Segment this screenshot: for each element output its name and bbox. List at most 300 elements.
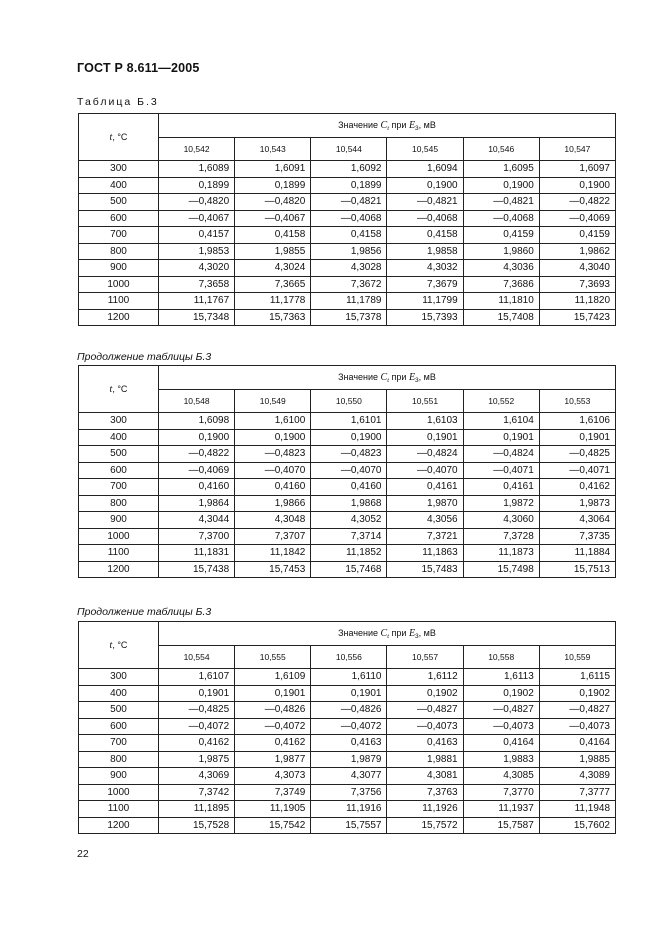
value-cell: 0,1900 (235, 429, 311, 446)
temperature-cell: 800 (79, 495, 159, 512)
table-row (79, 243, 616, 260)
value-cell: —0,4827 (463, 702, 539, 719)
temperature-cell: 600 (79, 462, 159, 479)
value-cell: 11,1831 (159, 545, 235, 562)
ct-subscript: t (387, 124, 390, 132)
value-cell: 15,7423 (539, 309, 615, 326)
value-cell: 4,3089 (539, 768, 615, 785)
value-cell: 11,1852 (311, 545, 387, 562)
temperature-cell: 700 (79, 479, 159, 496)
emf-header-row (79, 390, 616, 413)
value-cell: 0,4164 (539, 735, 615, 752)
value-cell: —0,4073 (539, 718, 615, 735)
value-cell: —0,4824 (463, 446, 539, 463)
value-cell: 1,9858 (387, 243, 463, 260)
table-row (79, 495, 616, 512)
value-cell: 0,4157 (159, 227, 235, 244)
value-cell: 0,4159 (539, 227, 615, 244)
t-unit: , °С (112, 383, 128, 394)
emf-column-header: 10,547 (539, 138, 615, 161)
value-cell: 11,1778 (235, 293, 311, 310)
value-cell: 1,9860 (463, 243, 539, 260)
value-cell: —0,4827 (387, 702, 463, 719)
value-cell: 1,6097 (539, 161, 615, 178)
value-cell: —0,4826 (235, 702, 311, 719)
value-cell: 7,3721 (387, 528, 463, 545)
value-cell: —0,4820 (235, 194, 311, 211)
value-cell: 11,1863 (387, 545, 463, 562)
e-symbol: E (408, 371, 416, 383)
value-cell: 0,4163 (311, 735, 387, 752)
value-cell: —0,4070 (311, 462, 387, 479)
value-unit: , мВ (418, 371, 436, 382)
emf-column-header: 10,542 (159, 138, 235, 161)
emf-column-header: 10,550 (311, 390, 387, 413)
value-cell: 4,3036 (463, 260, 539, 277)
temperature-header (79, 114, 159, 161)
value-cell: 1,9881 (387, 751, 463, 768)
table-row (79, 446, 616, 463)
ct-subscript: t (387, 376, 390, 384)
ct-symbol: C (380, 119, 388, 131)
header-row (79, 622, 616, 646)
ct-symbol: C (380, 627, 388, 639)
emf-column-header: 10,543 (235, 138, 311, 161)
value-cell: 11,1926 (387, 801, 463, 818)
value-cell: 4,3028 (311, 260, 387, 277)
value-cell: 15,7363 (235, 309, 311, 326)
t-unit: , °С (112, 639, 128, 650)
document-title: ГОСТ Р 8.611—2005 (77, 61, 200, 75)
table-caption: Продолжение таблицы Б.3 (77, 351, 212, 363)
value-cell: —0,4068 (463, 210, 539, 227)
value-cell: 15,7513 (539, 561, 615, 578)
value-cell: 0,4158 (311, 227, 387, 244)
value-cell: —0,4069 (159, 462, 235, 479)
value-cell: 4,3048 (235, 512, 311, 529)
value-cell: 4,3077 (311, 768, 387, 785)
value-cell: 1,6109 (235, 669, 311, 686)
value-cell: —0,4821 (387, 194, 463, 211)
value-prefix: Значение (338, 627, 381, 638)
value-cell: 4,3040 (539, 260, 615, 277)
value-cell: 15,7408 (463, 309, 539, 326)
value-cell: 15,7438 (159, 561, 235, 578)
t-unit: , °С (112, 131, 128, 142)
value-cell: 4,3060 (463, 512, 539, 529)
value-cell: —0,4070 (387, 462, 463, 479)
emf-column-header: 10,544 (311, 138, 387, 161)
value-cell: 7,3749 (235, 784, 311, 801)
table-row (79, 462, 616, 479)
emf-column-header: 10,553 (539, 390, 615, 413)
value-cell: 11,1948 (539, 801, 615, 818)
value-cell: 15,7393 (387, 309, 463, 326)
value-cell: 15,7453 (235, 561, 311, 578)
ct-subscript: t (387, 632, 390, 640)
table-row (79, 276, 616, 293)
e-subscript: 3 (415, 632, 419, 640)
value-cell: —0,4824 (387, 446, 463, 463)
table-row (79, 429, 616, 446)
value-cell: 1,6104 (463, 413, 539, 430)
value-cell: 7,3756 (311, 784, 387, 801)
value-cell: 11,1767 (159, 293, 235, 310)
table-row (79, 227, 616, 244)
table-row (79, 751, 616, 768)
value-cell: 1,9885 (539, 751, 615, 768)
value-cell: 1,9856 (311, 243, 387, 260)
value-cell: 1,6092 (311, 161, 387, 178)
value-cell: 4,3056 (387, 512, 463, 529)
value-cell: —0,4823 (311, 446, 387, 463)
value-cell: 0,1900 (387, 177, 463, 194)
value-cell: 7,3728 (463, 528, 539, 545)
value-cell: 1,6115 (539, 669, 615, 686)
table-row (79, 512, 616, 529)
emf-column-header: 10,554 (159, 646, 235, 669)
value-cell: 1,6103 (387, 413, 463, 430)
value-cell: 15,7348 (159, 309, 235, 326)
temperature-header (79, 622, 159, 669)
value-prefix: Значение (338, 371, 381, 382)
temperature-cell: 500 (79, 702, 159, 719)
value-cell: 1,6107 (159, 669, 235, 686)
value-cell: 11,1916 (311, 801, 387, 818)
t-symbol: t (109, 131, 113, 143)
emf-column-header: 10,551 (387, 390, 463, 413)
value-cell: 0,1900 (539, 177, 615, 194)
value-cell: 11,1810 (463, 293, 539, 310)
temperature-cell: 500 (79, 446, 159, 463)
value-cell: 4,3032 (387, 260, 463, 277)
value-cell: 11,1799 (387, 293, 463, 310)
at-word: при (389, 371, 409, 382)
t-symbol: t (109, 383, 113, 395)
value-cell: 11,1820 (539, 293, 615, 310)
value-cell: 1,6091 (235, 161, 311, 178)
value-cell: 1,6095 (463, 161, 539, 178)
value-cell: 15,7557 (311, 817, 387, 834)
table-caption: Продолжение таблицы Б.3 (77, 606, 212, 618)
value-cell: 4,3064 (539, 512, 615, 529)
value-cell: 0,4160 (235, 479, 311, 496)
value-cell: 15,7602 (539, 817, 615, 834)
value-cell: 0,4164 (463, 735, 539, 752)
table-caption: Таблица Б.3 (77, 96, 159, 108)
table-row (79, 528, 616, 545)
emf-column-header: 10,548 (159, 390, 235, 413)
emf-column-header: 10,552 (463, 390, 539, 413)
value-cell: 7,3679 (387, 276, 463, 293)
value-cell: 7,3735 (539, 528, 615, 545)
value-cell: 0,1901 (387, 429, 463, 446)
value-cell: —0,4071 (463, 462, 539, 479)
value-cell: —0,4822 (159, 446, 235, 463)
value-cell: —0,4825 (539, 446, 615, 463)
value-unit: , мВ (418, 627, 436, 638)
value-cell: 4,3081 (387, 768, 463, 785)
value-cell: 7,3700 (159, 528, 235, 545)
value-cell: 0,4158 (235, 227, 311, 244)
value-cell: 1,9864 (159, 495, 235, 512)
temperature-cell: 300 (79, 413, 159, 430)
value-cell: 7,3714 (311, 528, 387, 545)
value-cell: 7,3686 (463, 276, 539, 293)
table-row (79, 479, 616, 496)
value-cell: 0,1899 (311, 177, 387, 194)
t-symbol: t (109, 639, 113, 651)
value-cell: 0,1901 (463, 429, 539, 446)
table-row (79, 784, 616, 801)
value-cell: —0,4072 (159, 718, 235, 735)
temperature-cell: 700 (79, 735, 159, 752)
value-cell: —0,4068 (387, 210, 463, 227)
e-symbol: E (408, 627, 416, 639)
value-cell: 1,6089 (159, 161, 235, 178)
emf-column-header: 10,555 (235, 646, 311, 669)
value-cell: 1,9877 (235, 751, 311, 768)
value-cell: 11,1789 (311, 293, 387, 310)
emf-column-header: 10,549 (235, 390, 311, 413)
value-cell: 11,1842 (235, 545, 311, 562)
value-cell: 11,1895 (159, 801, 235, 818)
value-cell: —0,4827 (539, 702, 615, 719)
e-subscript: 3 (415, 376, 419, 384)
value-cell: 11,1884 (539, 545, 615, 562)
value-cell: 1,6094 (387, 161, 463, 178)
value-cell: 1,9866 (235, 495, 311, 512)
value-cell: —0,4072 (235, 718, 311, 735)
value-cell: —0,4068 (311, 210, 387, 227)
temperature-cell: 1000 (79, 528, 159, 545)
value-cell: 0,1902 (539, 685, 615, 702)
value-cell: 1,6113 (463, 669, 539, 686)
table-row (79, 735, 616, 752)
temperature-cell: 700 (79, 227, 159, 244)
data-table (78, 365, 616, 578)
page-number: 22 (77, 848, 89, 860)
value-prefix: Значение (338, 119, 381, 130)
value-cell: 0,4162 (235, 735, 311, 752)
temperature-cell: 900 (79, 260, 159, 277)
temperature-cell: 1000 (79, 276, 159, 293)
value-cell: 4,3073 (235, 768, 311, 785)
table-row (79, 260, 616, 277)
emf-column-header: 10,558 (463, 646, 539, 669)
value-cell: 15,7378 (311, 309, 387, 326)
value-cell: 1,9873 (539, 495, 615, 512)
value-cell: 7,3693 (539, 276, 615, 293)
value-cell: 11,1873 (463, 545, 539, 562)
value-cell: —0,4067 (159, 210, 235, 227)
value-cell: 1,6098 (159, 413, 235, 430)
header-row (79, 366, 616, 390)
data-table (78, 621, 616, 834)
emf-column-header: 10,557 (387, 646, 463, 669)
table-row (79, 561, 616, 578)
at-word: при (389, 627, 409, 638)
temperature-cell: 1000 (79, 784, 159, 801)
value-cell: 1,9868 (311, 495, 387, 512)
value-cell: 4,3020 (159, 260, 235, 277)
value-cell: 0,4160 (159, 479, 235, 496)
temperature-cell: 1100 (79, 801, 159, 818)
value-cell: 15,7572 (387, 817, 463, 834)
value-cell: —0,4821 (463, 194, 539, 211)
table-row (79, 817, 616, 834)
value-cell: 1,9883 (463, 751, 539, 768)
value-header (159, 622, 616, 646)
value-cell: —0,4821 (311, 194, 387, 211)
value-cell: 0,1899 (159, 177, 235, 194)
table-row (79, 194, 616, 211)
table-row (79, 177, 616, 194)
emf-column-header: 10,559 (539, 646, 615, 669)
value-cell: 7,3742 (159, 784, 235, 801)
ct-symbol: C (380, 371, 388, 383)
value-cell: 0,1901 (159, 685, 235, 702)
value-cell: 7,3658 (159, 276, 235, 293)
value-cell: 0,4162 (539, 479, 615, 496)
emf-column-header: 10,556 (311, 646, 387, 669)
value-cell: 4,3024 (235, 260, 311, 277)
temperature-cell: 600 (79, 718, 159, 735)
value-cell: —0,4073 (463, 718, 539, 735)
value-header (159, 114, 616, 138)
table-row (79, 768, 616, 785)
value-cell: —0,4072 (311, 718, 387, 735)
value-cell: —0,4070 (235, 462, 311, 479)
e-subscript: 3 (415, 124, 419, 132)
value-unit: , мВ (418, 119, 436, 130)
table-row (79, 161, 616, 178)
value-cell: 0,1902 (387, 685, 463, 702)
value-cell: 7,3665 (235, 276, 311, 293)
emf-column-header: 10,545 (387, 138, 463, 161)
value-cell: 1,6101 (311, 413, 387, 430)
value-cell: 1,9862 (539, 243, 615, 260)
value-cell: 0,4162 (159, 735, 235, 752)
temperature-cell: 600 (79, 210, 159, 227)
temperature-cell: 400 (79, 177, 159, 194)
value-cell: —0,4826 (311, 702, 387, 719)
table-row (79, 801, 616, 818)
value-cell: 0,4159 (463, 227, 539, 244)
temperature-cell: 400 (79, 685, 159, 702)
value-cell: 15,7468 (311, 561, 387, 578)
temperature-cell: 1200 (79, 817, 159, 834)
value-cell: 0,1901 (539, 429, 615, 446)
value-cell: 7,3707 (235, 528, 311, 545)
value-cell: 1,6112 (387, 669, 463, 686)
value-cell: 0,1902 (463, 685, 539, 702)
temperature-cell: 800 (79, 243, 159, 260)
value-cell: —0,4073 (387, 718, 463, 735)
table-row (79, 210, 616, 227)
value-cell: 1,9853 (159, 243, 235, 260)
value-cell: 11,1937 (463, 801, 539, 818)
value-cell: 0,4160 (311, 479, 387, 496)
value-cell: 1,9855 (235, 243, 311, 260)
temperature-cell: 300 (79, 669, 159, 686)
temperature-cell: 900 (79, 768, 159, 785)
temperature-cell: 1100 (79, 293, 159, 310)
value-cell: 4,3044 (159, 512, 235, 529)
value-cell: 1,6100 (235, 413, 311, 430)
table-row (79, 545, 616, 562)
value-cell: —0,4825 (159, 702, 235, 719)
value-cell: 0,1901 (235, 685, 311, 702)
data-table (78, 113, 616, 326)
value-cell: —0,4820 (159, 194, 235, 211)
value-cell: 0,1900 (311, 429, 387, 446)
table-row (79, 685, 616, 702)
value-cell: —0,4071 (539, 462, 615, 479)
table-row (79, 669, 616, 686)
header-row (79, 114, 616, 138)
value-cell: 0,1900 (463, 177, 539, 194)
value-cell: 1,6110 (311, 669, 387, 686)
temperature-cell: 1100 (79, 545, 159, 562)
value-cell: 0,1901 (311, 685, 387, 702)
value-cell: 15,7542 (235, 817, 311, 834)
value-cell: 0,4163 (387, 735, 463, 752)
value-cell: 7,3672 (311, 276, 387, 293)
value-cell: 0,4161 (463, 479, 539, 496)
value-cell: 4,3085 (463, 768, 539, 785)
temperature-cell: 900 (79, 512, 159, 529)
temperature-cell: 500 (79, 194, 159, 211)
value-cell: —0,4823 (235, 446, 311, 463)
value-cell: 0,4158 (387, 227, 463, 244)
table-row (79, 413, 616, 430)
temperature-cell: 1200 (79, 309, 159, 326)
table-row (79, 702, 616, 719)
table-row (79, 309, 616, 326)
value-cell: 4,3052 (311, 512, 387, 529)
at-word: при (389, 119, 409, 130)
table-row (79, 718, 616, 735)
temperature-header (79, 366, 159, 413)
emf-header-row (79, 138, 616, 161)
emf-column-header: 10,546 (463, 138, 539, 161)
value-header (159, 366, 616, 390)
temperature-cell: 300 (79, 161, 159, 178)
value-cell: 1,9875 (159, 751, 235, 768)
value-cell: 11,1905 (235, 801, 311, 818)
table-row (79, 293, 616, 310)
value-cell: 4,3069 (159, 768, 235, 785)
value-cell: 1,9879 (311, 751, 387, 768)
value-cell: 15,7483 (387, 561, 463, 578)
value-cell: —0,4822 (539, 194, 615, 211)
value-cell: 0,1899 (235, 177, 311, 194)
value-cell: 7,3770 (463, 784, 539, 801)
emf-header-row (79, 646, 616, 669)
value-cell: 0,4161 (387, 479, 463, 496)
value-cell: 15,7528 (159, 817, 235, 834)
e-symbol: E (408, 119, 416, 131)
value-cell: —0,4069 (539, 210, 615, 227)
temperature-cell: 800 (79, 751, 159, 768)
temperature-cell: 1200 (79, 561, 159, 578)
value-cell: 1,9870 (387, 495, 463, 512)
value-cell: 1,6106 (539, 413, 615, 430)
value-cell: —0,4067 (235, 210, 311, 227)
value-cell: 7,3777 (539, 784, 615, 801)
temperature-cell: 400 (79, 429, 159, 446)
